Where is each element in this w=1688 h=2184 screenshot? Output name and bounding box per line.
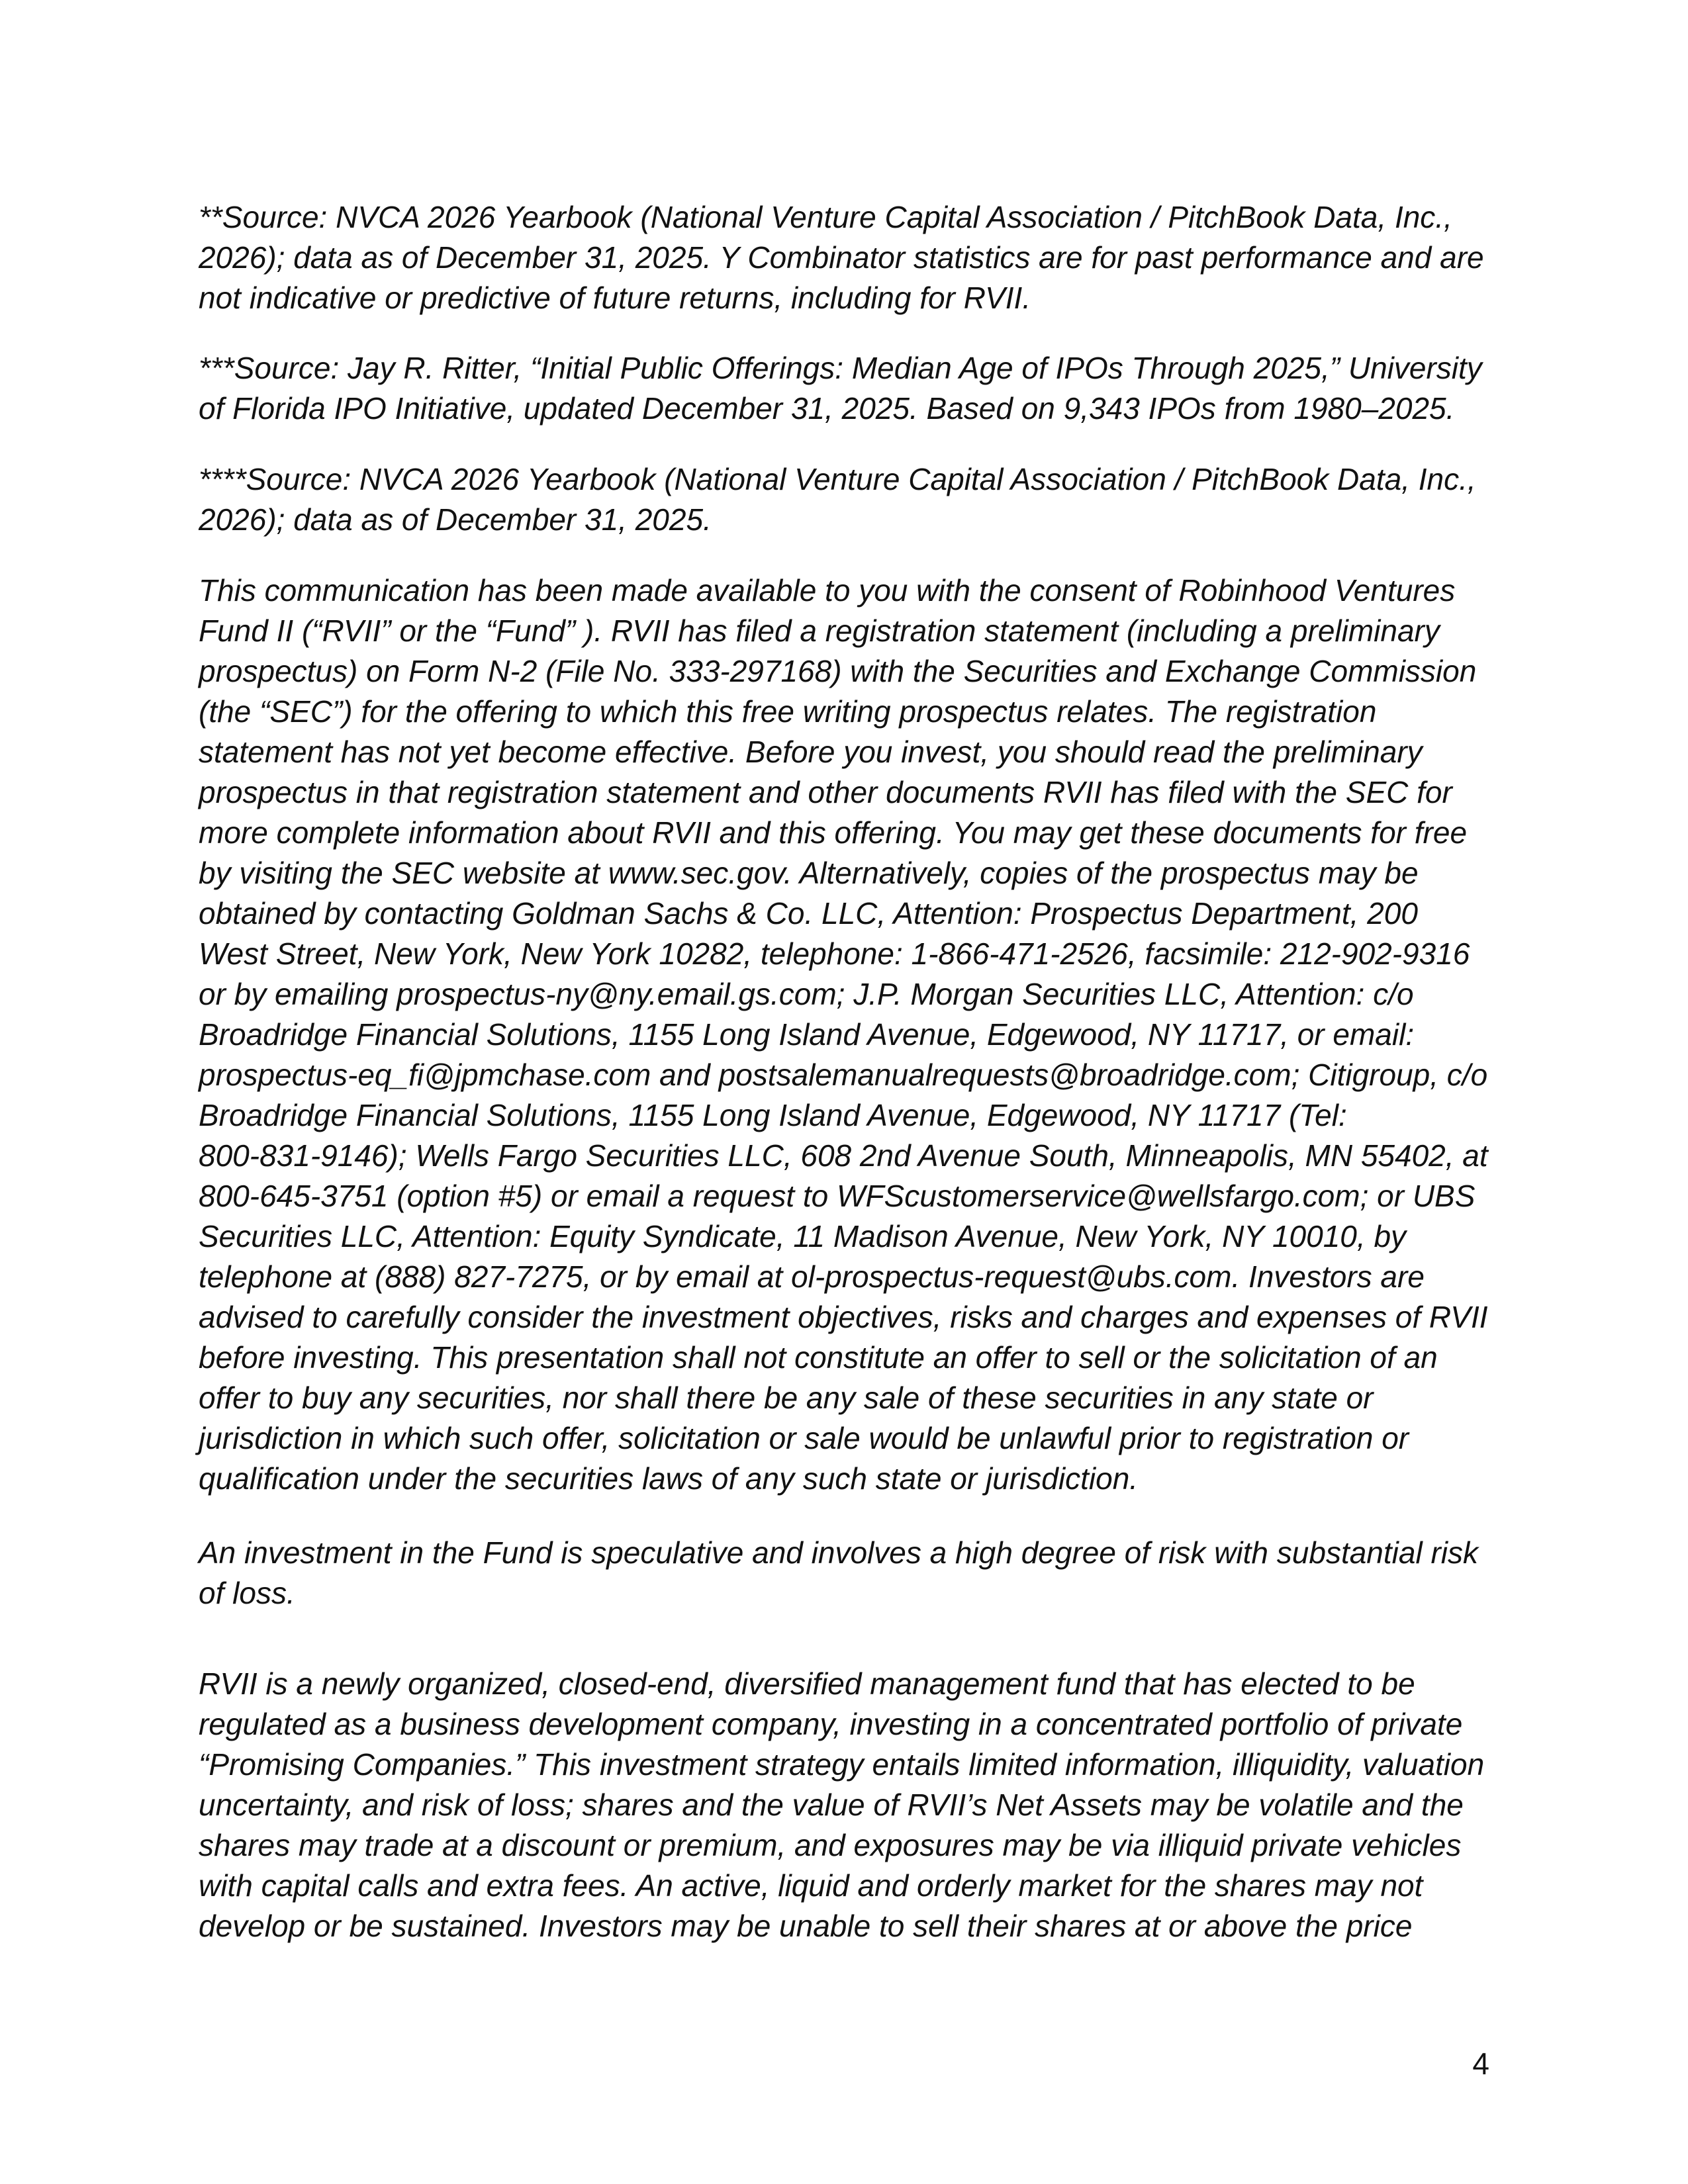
footnote-nvca [199, 459, 1516, 540]
text-line: An investment in the Fund is speculative and involves a high degree of risk with substantial risk [199, 1535, 1479, 1570]
text-line: develop or be sustained. Investors may be unable to sell their shares at or above the price [199, 1909, 1413, 1943]
text-line: Fund II (“RVII” or the “Fund” ). RVII has filed a registration statement (including a preliminary [199, 614, 1440, 648]
text-line: advised to carefully consider the investment objectives, risks and charges and expenses of RVII [199, 1300, 1488, 1334]
text-line: Securities LLC, Attention: Equity Syndicate, 11 Madison Avenue, New York, NY 10010, by [199, 1219, 1407, 1253]
text-line: Broadridge Financial Solutions, 1155 Long Island Avenue, Edgewood, NY 11717 (Tel: [199, 1098, 1347, 1132]
text-line: jurisdiction in which such offer, solicitation or sale would be unlawful prior to registration or [199, 1421, 1409, 1455]
text-line: of Florida IPO Initiative, updated December 31, 2025. Based on 9,343 IPOs from 1980–2025. [199, 391, 1455, 426]
text-line: by visiting the SEC website at www.sec.gov. Alternatively, copies of the prospectus may be [199, 856, 1419, 890]
text-line: or by emailing prospectus-ny@ny.email.gs.com; J.P. Morgan Securities LLC, Attention: c/o [199, 977, 1414, 1011]
text-line: ***Source: Jay R. Ritter, “Initial Public Offerings: Median Age of IPOs Through 2025,” University [199, 351, 1482, 385]
text-line: shares may trade at a discount or premium, and exposures may be via illiquid private vehicles [199, 1828, 1462, 1862]
text-line: 800-645-3751 (option #5) or email a request to WFScustomerservice@wellsfargo.com; or UBS [199, 1179, 1476, 1213]
text-line: 2026); data as of December 31, 2025. Y Combinator statistics are for past performance and are [199, 240, 1484, 275]
text-line: prospectus-eq_fi@jpmchase.com and postsalemanualrequests@broadridge.com; Citigroup, c/o [199, 1058, 1488, 1092]
text-line: offer to buy any securities, nor shall there be any sale of these securities in any state or [199, 1381, 1374, 1415]
text-line: more complete information about RVII and this offering. You may get these documents for free [199, 815, 1468, 850]
text-line: “Promising Companies.” This investment strategy entails limited information, illiquidity, valuation [199, 1747, 1485, 1782]
text-line: regulated as a business development company, investing in a concentrated portfolio of private [199, 1707, 1463, 1741]
text-line: **Source: NVCA 2026 Yearbook (National Venture Capital Association / PitchBook Data, Inc., [199, 200, 1452, 234]
legal-disclaimer [199, 570, 1516, 1499]
text-line: ****Source: NVCA 2026 Yearbook (National Venture Capital Association / PitchBook Data, Inc., [199, 462, 1476, 496]
text-line: uncertainty, and risk of loss; shares and the value of RVII’s Net Assets may be volatile and the [199, 1788, 1464, 1822]
text-line: prospectus in that registration statement and other documents RVII has filed with the SEC for [199, 775, 1452, 809]
text-line: West Street, New York, New York 10282, telephone: 1-866-471-2526, facsimile: 212-902-9316 [199, 936, 1470, 971]
text-line: not indicative or predictive of future returns, including for RVII. [199, 281, 1031, 315]
text-line: Broadridge Financial Solutions, 1155 Long Island Avenue, Edgewood, NY 11717, or email: [199, 1017, 1415, 1052]
text-line: prospectus) on Form N-2 (File No. 333-297168) with the Securities and Exchange Commission [199, 654, 1477, 688]
text-line: This communication has been made available to you with the consent of Robinhood Ventures [199, 573, 1456, 608]
text-line: before investing. This presentation shall not constitute an offer to sell or the solicitation of an [199, 1340, 1438, 1375]
text-line: statement has not yet become effective. Before you invest, you should read the preliminary [199, 735, 1423, 769]
text-line: 2026); data as of December 31, 2025. [199, 502, 712, 537]
page-number: 4 [1472, 2046, 1489, 2081]
text-line: of loss. [199, 1576, 295, 1610]
footnote-nvca-yc [199, 197, 1516, 318]
text-line: with capital calls and extra fees. An active, liquid and orderly market for the shares may not [199, 1868, 1423, 1903]
text-line: RVII is a newly organized, closed-end, diversified management fund that has elected to be [199, 1666, 1415, 1701]
footnote-ritter-ipo [199, 348, 1516, 429]
text-line: qualification under the securities laws of any such state or jurisdiction. [199, 1461, 1139, 1496]
fund-description [199, 1664, 1516, 1946]
risk-statement [199, 1533, 1516, 1614]
text-line: obtained by contacting Goldman Sachs & Co. LLC, Attention: Prospectus Department, 200 [199, 896, 1418, 931]
text-line: 800-831-9146); Wells Fargo Securities LLC, 608 2nd Avenue South, Minneapolis, MN 55402, at [199, 1138, 1488, 1173]
text-line: (the “SEC”) for the offering to which this free writing prospectus relates. The registration [199, 694, 1377, 729]
text-line: telephone at (888) 827-7275, or by email at ol-prospectus-request@ubs.com. Investors are [199, 1259, 1425, 1294]
